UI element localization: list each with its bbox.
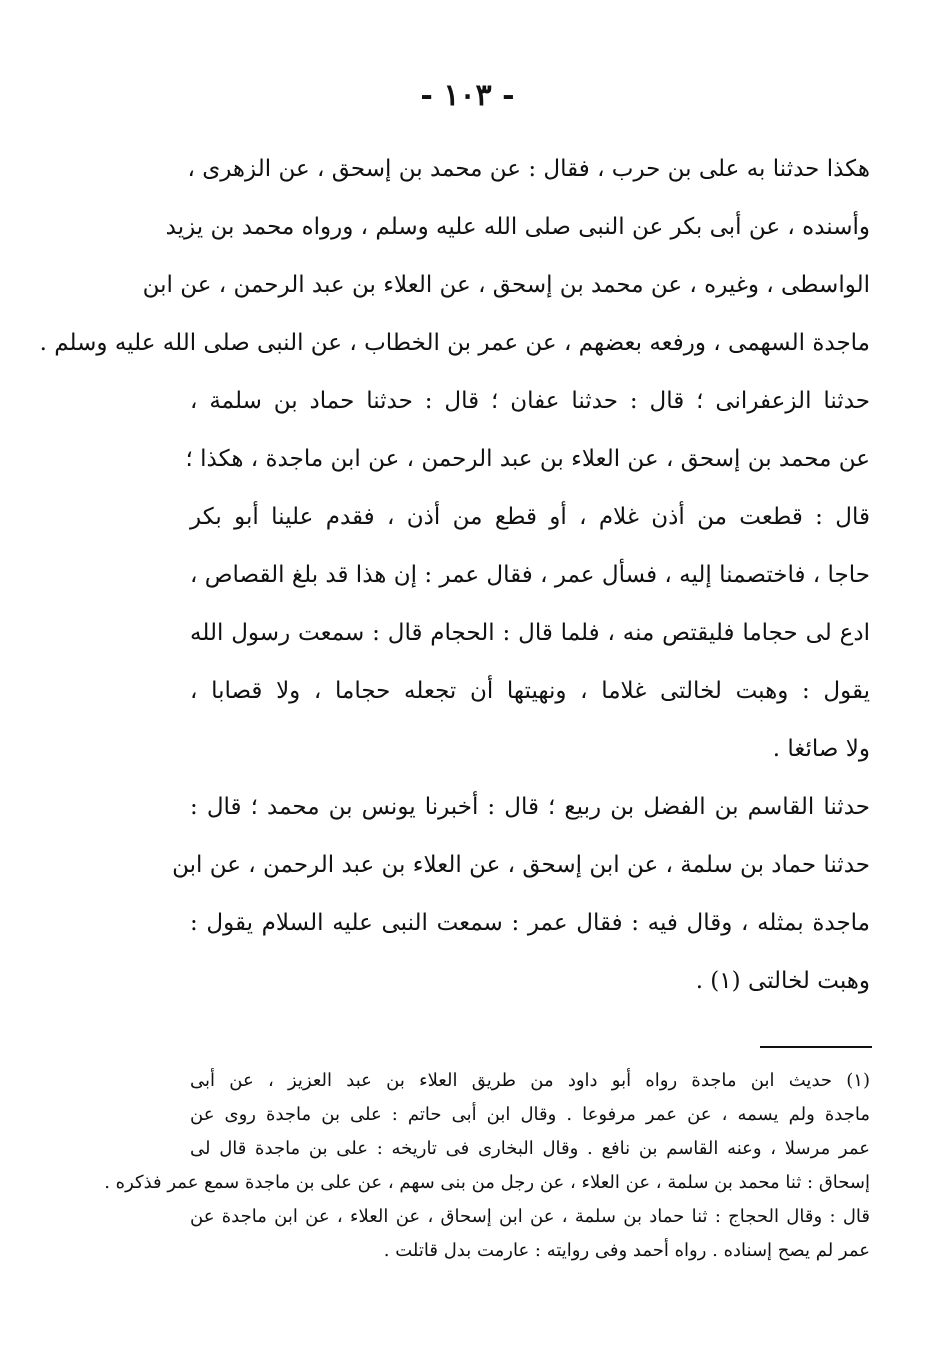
text-line: وأسنده ، عن أبى بكر عن النبى صلى الله عليه وسلم ، ورواه محمد بن يزيد xyxy=(165,214,870,240)
footnote-line: عمر مرسلا ، وعنه القاسم بن نافع . وقال البخارى فى تاريخه : على بن ماجدة قال لى xyxy=(190,1138,870,1159)
text-line: ولا صائغا . xyxy=(772,736,870,762)
text-line: حدثنا القاسم بن الفضل بن ربيع ؛ قال : أخبرنا يونس بن محمد ؛ قال : xyxy=(190,794,870,820)
footnote-line: قال : وقال الحجاج : ثنا حماد بن سلمة ، عن ابن إسحاق ، عن العلاء ، عن ابن ماجدة عن xyxy=(190,1206,870,1227)
footnote-line: (١) حديث ابن ماجدة رواه أبو داود من طريق العلاء بن عبد العزيز ، عن أبى xyxy=(190,1070,870,1091)
text-line: عن محمد بن إسحق ، عن العلاء بن عبد الرحمن ، عن ابن ماجدة ، هكذا ؛ xyxy=(185,446,870,472)
text-line: يقول : وهبت لخالتى غلاما ، ونهيتها أن تجعله حجاما ، ولا قصابا ، xyxy=(190,678,870,704)
text-line: هكذا حدثنا به على بن حرب ، فقال : عن محمد بن إسحق ، عن الزهرى ، xyxy=(187,156,870,182)
footnote-line: إسحاق : ثنا محمد بن سلمة ، عن العلاء ، عن رجل من بنى سهم ، عن على بن ماجدة سمع عمر فذكره . xyxy=(104,1172,870,1193)
main-text xyxy=(39,140,870,1010)
text-line: حاجا ، فاختصمنا إليه ، فسأل عمر ، فقال عمر : إن هذا قد بلغ القصاص ، xyxy=(190,562,870,588)
text-line: حدثنا الزعفرانى ؛ قال : حدثنا عفان ؛ قال : حدثنا حماد بن سلمة ، xyxy=(190,388,870,414)
footnote-line: عمر لم يصح إسناده . رواه أحمد وفى روايته : عارمت بدل قاتلت . xyxy=(383,1240,870,1261)
text-line: الواسطى ، وغيره ، عن محمد بن إسحق ، عن العلاء بن عبد الرحمن ، عن ابن xyxy=(142,272,870,298)
text-line: حدثنا حماد بن سلمة ، عن ابن إسحق ، عن العلاء بن عبد الرحمن ، عن ابن xyxy=(172,852,870,878)
footnote xyxy=(104,1064,870,1268)
text-line: قال : قطعت من أذن غلام ، أو قطع من أذن ، فقدم علينا أبو بكر xyxy=(190,504,870,530)
text-line: ماجدة بمثله ، وقال فيه : فقال عمر : سمعت النبى عليه السلام يقول : xyxy=(190,910,870,936)
page-number: - ١٠٣ - xyxy=(420,78,515,113)
text-line: ماجدة السهمى ، ورفعه بعضهم ، عن عمر بن الخطاب ، عن النبى صلى الله عليه وسلم . xyxy=(39,330,870,356)
footnote-line: ماجدة ولم يسمه ، عن عمر مرفوعا . وقال ابن أبى حاتم : على بن ماجدة روى عن xyxy=(190,1104,870,1125)
footnote-divider xyxy=(760,1046,872,1048)
text-line: ادع لى حجاما فليقتص منه ، فلما قال : الحجام قال : سمعت رسول الله xyxy=(190,620,870,646)
text-line: وهبت لخالتى (١) . xyxy=(695,968,870,994)
